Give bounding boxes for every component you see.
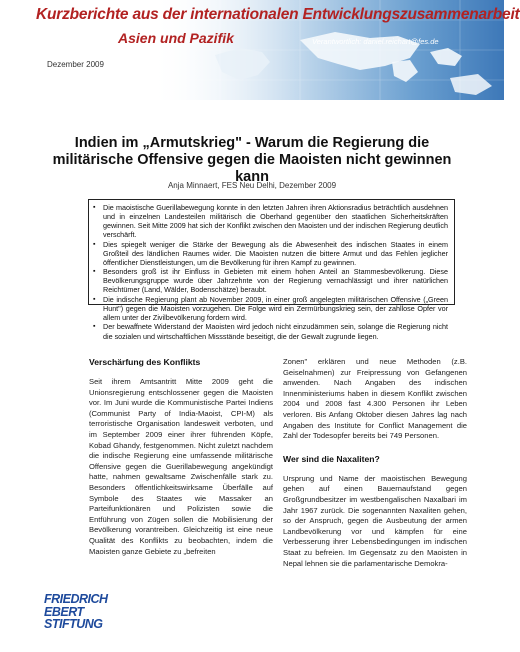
body-paragraph: Ursprung und Name der maoistischen Bewegung gehen auf einen Bauernaufstand gegen Großgrundbesitzer im westbengalischen Naxalbari im Jahr 1967 zurück. Die sogenannten Naxaliten gehen, so der Anspruch, gegen die Ausbeutung der armen Landbevölkerung vor und kämpfen für eine Verbesserung ihrer Lebensbedingungen im indischen Staat zu befreien. Im Gegensatz zu den Maoisten in Nepal lehnen sie die parlamentarische Demokra-	[283, 473, 467, 568]
summary-bullet: ▪ Besonders groß ist ihr Einfluss in Gebieten mit einem hohen Anteil an Stammesbevölkerung. Diese Bevölkerungsgruppe wurde über Jahrzehnte von der Regierung vernachlässigt und ihrer natürlichen Reichtümer (Land, Wälder, Bodenschätze) beraubt.	[103, 267, 448, 294]
publication-date: Dezember 2009	[47, 60, 104, 69]
body-paragraph: Zonen" erklären und neue Methoden (z.B. Geiselnahmen) zur Freipressung von Gefangenen anwenden. Nach Angaben des indischen Innenministeriums haben in diesem Konflikt zwischen 2004 und 2008 fast 4.300 Personen ihr Leben verloren. Bis Anfang Oktober diesen Jahres lag nach Angaben des Institute for Conflict Management die Zahl der Todesopfer bereits bei 749 Personen.	[283, 357, 467, 441]
summary-bullet: ▪ Die indische Regierung plant ab November 2009, in einer groß angelegten militärischen Offensive („Green Hunt") gegen die Maoisten vorzugehen. Die Folge wird ein Zermürbungskrieg sein, der zahllose Opfer vor allem unter der Zivilbevölkerung fordern wird.	[103, 295, 448, 322]
contact-email[interactable]: Verantwortlich: daniel.reichart@fes.de	[312, 37, 439, 46]
header-banner	[0, 0, 520, 100]
logo-line: STIFTUNG	[44, 617, 103, 631]
right-column	[283, 357, 467, 569]
fes-logo	[44, 593, 134, 638]
left-column	[89, 357, 273, 557]
logo-line: FRIEDRICH	[44, 592, 108, 606]
section-heading: Verschärfung des Konflikts	[89, 357, 201, 367]
summary-bullet: ▪ Dies spiegelt weniger die Stärke der Bewegung als die Abwesenheit des indischen Staates in einem Großteil des ländlichen Raumes wider. Die Maoisten nutzen die bittere Armut und das Fehlen jeglicher öffentlicher Dienstleistungen, um die Bevölkerung für ihren Kampf zu gewinnen.	[103, 240, 448, 267]
summary-bullet: ▪ Der bewaffnete Widerstand der Maoisten wird jedoch nicht einzudämmen sein, solange die Regierung nicht die sozialen und wirtschaftlichen Missstände beseitigt, die der Gewalt zugrunde liegen.	[103, 322, 448, 340]
summary-list	[103, 203, 448, 341]
article-author: Anja Minnaert, FES Neu Delhi, Dezember 2009	[167, 181, 337, 190]
series-title: Kurzberichte aus der internationalen Entwicklungszusammenarbeit	[36, 6, 520, 23]
summary-bullet: ▪ Die maoistische Guerillabewegung konnte in den letzten Jahren ihren Aktionsradius beträchtlich ausdehnen und in einzelnen Landesteilen militärisch die Oberhand gegenüber den staatlichen Sicherheitskräften gewinnen. Seit Mitte 2009 hat sich der Konflikt zwischen den Maoisten und der indischen Regierung deutlich verschärft.	[103, 203, 448, 239]
summary-box	[88, 199, 455, 341]
logo-line: EBERT	[44, 604, 84, 619]
article-title: Indien im „Armutskrieg" - Warum die Regierung die militärische Offensive gegen die Maoisten nicht gewinnen kann	[52, 135, 452, 185]
section-heading: Wer sind die Naxaliten?	[283, 453, 380, 464]
region-title: Asien und Pazifik	[118, 30, 234, 46]
body-paragraph: Seit ihrem Amtsantritt Mitte 2009 geht die Unionsregierung entschlossener gegen die Maoisten vor. Im Juni wurde die Kommunistische Partei Indiens (Communist Party of India-Maoist, CPI-M) als terroristische Organisation landesweit verboten, und im September 2009 einer ihrer führenden Köpfe, Kobad Ghandy, festgenommen. Nicht zuletzt nachdem die indische Regierung eine umfassende militärische Offensive gegen die Guerillabewegung angekündigt hatte, nahmen gewaltsame Zwischenfälle stark zu. Besonders öffentlichkeitswirksame Überfälle auf Symbole des Staates wie Massaker an Parteifunktionären und Polizisten sowie die Entführung von Zügen sollen die Mobilisierung der Bevölkerung vorantreiben. Gleichzeitig ist eine neue Qualität des Konflikts zu beobachten, indem die Maoisten ganze Gebiete zu „befreiten	[89, 377, 273, 556]
